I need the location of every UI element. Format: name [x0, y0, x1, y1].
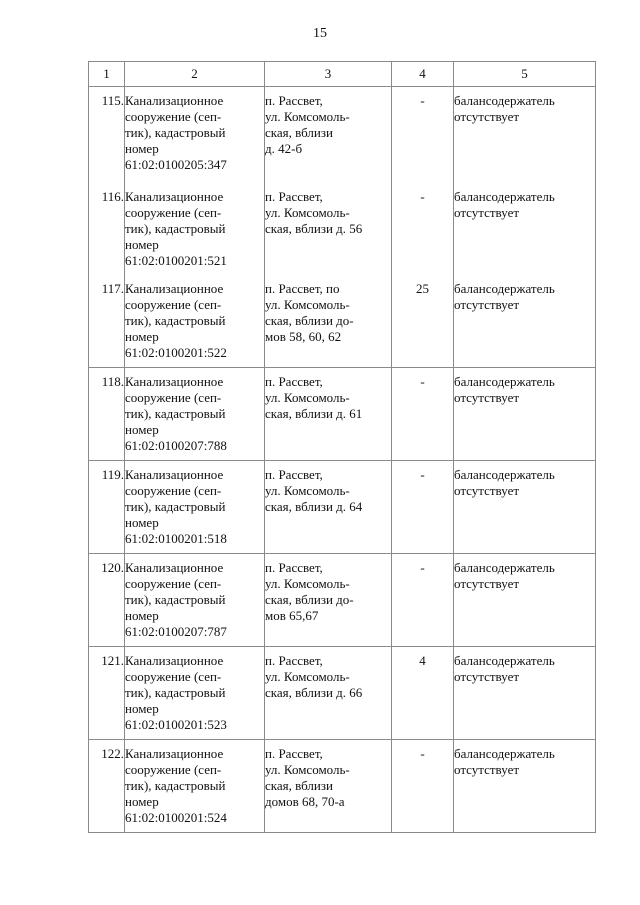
- object-name-line: 61:02:0100201:523: [125, 717, 227, 732]
- balance-holder-line: отсутствует: [454, 576, 520, 591]
- object-name-line: Канализационное: [125, 374, 224, 389]
- header-row: [89, 62, 596, 87]
- object-address-line: д. 42-б: [265, 141, 303, 156]
- object-name-line: номер: [125, 237, 159, 252]
- object-name-line: 61:02:0100207:787: [125, 624, 227, 639]
- object-address: [265, 647, 392, 740]
- object-quantity: -: [392, 368, 454, 461]
- object-address-line: ская, вблизи д. 61: [265, 406, 363, 421]
- object-name-line: 61:02:0100201:522: [125, 345, 227, 360]
- object-address: [265, 87, 392, 184]
- balance-holder-line: отсутствует: [454, 483, 520, 498]
- object-name: [125, 368, 265, 461]
- object-quantity: -: [392, 740, 454, 833]
- object-name-line: сооружение (сеп-: [125, 390, 222, 405]
- balance-holder-line: балансодержатель: [454, 467, 555, 482]
- object-name: [125, 183, 265, 275]
- object-address: [265, 554, 392, 647]
- header-col-3: 3: [265, 62, 392, 87]
- object-address-line: п. Рассвет,: [265, 189, 323, 204]
- object-quantity: -: [392, 554, 454, 647]
- object-address-line: ул. Комсомоль-: [265, 297, 350, 312]
- registry-table: [88, 61, 596, 833]
- object-name-line: тик), кадастровый: [125, 499, 226, 514]
- balance-holder-line: отсутствует: [454, 297, 520, 312]
- balance-holder: [454, 275, 596, 368]
- row-number: 118.: [89, 368, 125, 461]
- object-address-line: ская, вблизи: [265, 778, 333, 793]
- object-name-line: номер: [125, 701, 159, 716]
- object-name-line: тик), кадастровый: [125, 221, 226, 236]
- balance-holder-line: балансодержатель: [454, 560, 555, 575]
- object-address-line: п. Рассвет,: [265, 374, 323, 389]
- balance-holder-line: отсутствует: [454, 669, 520, 684]
- object-address: [265, 275, 392, 368]
- object-address: [265, 461, 392, 554]
- object-name: [125, 554, 265, 647]
- object-address-line: ул. Комсомоль-: [265, 109, 350, 124]
- object-name-line: 61:02:0100205:347: [125, 157, 227, 172]
- object-name-line: сооружение (сеп-: [125, 669, 222, 684]
- row-number: 120.: [89, 554, 125, 647]
- balance-holder-line: отсутствует: [454, 109, 520, 124]
- balance-holder: [454, 87, 596, 184]
- object-address-line: ская, вблизи до-: [265, 313, 354, 328]
- row-number: 122.: [89, 740, 125, 833]
- balance-holder-line: балансодержатель: [454, 374, 555, 389]
- object-name-line: 61:02:0100201:521: [125, 253, 227, 268]
- object-address-line: ул. Комсомоль-: [265, 205, 350, 220]
- object-name-line: тик), кадастровый: [125, 406, 226, 421]
- balance-holder-line: отсутствует: [454, 762, 520, 777]
- object-name-line: номер: [125, 515, 159, 530]
- row-number: 119.: [89, 461, 125, 554]
- object-name-line: Канализационное: [125, 746, 224, 761]
- object-name-line: номер: [125, 794, 159, 809]
- page-number: 15: [313, 26, 327, 41]
- object-address-line: ул. Комсомоль-: [265, 576, 350, 591]
- object-name-line: Канализационное: [125, 467, 224, 482]
- table-row: [89, 740, 596, 833]
- table-row: [89, 183, 596, 275]
- balance-holder: [454, 183, 596, 275]
- balance-holder-line: балансодержатель: [454, 93, 555, 108]
- header-col-5: 5: [454, 62, 596, 87]
- object-address-line: п. Рассвет, по: [265, 281, 340, 296]
- object-name-line: тик), кадастровый: [125, 313, 226, 328]
- object-address-line: п. Рассвет,: [265, 746, 323, 761]
- header-col-1: 1: [89, 62, 125, 87]
- object-name-line: Канализационное: [125, 560, 224, 575]
- object-address-line: домов 68, 70-а: [265, 794, 345, 809]
- object-name-line: тик), кадастровый: [125, 125, 226, 140]
- object-address-line: п. Рассвет,: [265, 653, 323, 668]
- object-name: [125, 87, 265, 184]
- object-quantity: -: [392, 87, 454, 184]
- object-quantity: 25: [392, 275, 454, 368]
- balance-holder: [454, 740, 596, 833]
- object-address-line: мов 58, 60, 62: [265, 329, 342, 344]
- table-row: [89, 368, 596, 461]
- object-address-line: ул. Комсомоль-: [265, 483, 350, 498]
- object-name: [125, 740, 265, 833]
- object-name-line: Канализационное: [125, 93, 224, 108]
- balance-holder-line: балансодержатель: [454, 653, 555, 668]
- object-name-line: сооружение (сеп-: [125, 762, 222, 777]
- object-name-line: тик), кадастровый: [125, 685, 226, 700]
- balance-holder-line: отсутствует: [454, 205, 520, 220]
- table-row: [89, 87, 596, 184]
- object-address-line: п. Рассвет,: [265, 560, 323, 575]
- object-name-line: номер: [125, 422, 159, 437]
- row-number: 115.: [89, 87, 125, 184]
- object-quantity: -: [392, 183, 454, 275]
- table-row: [89, 647, 596, 740]
- object-address-line: ская, вблизи д. 64: [265, 499, 363, 514]
- balance-holder: [454, 368, 596, 461]
- table-row: [89, 275, 596, 368]
- balance-holder: [454, 554, 596, 647]
- object-name-line: сооружение (сеп-: [125, 483, 222, 498]
- object-address-line: ул. Комсомоль-: [265, 669, 350, 684]
- object-address-line: ская, вблизи д. 66: [265, 685, 363, 700]
- object-name: [125, 275, 265, 368]
- row-number: 116.: [89, 183, 125, 275]
- balance-holder: [454, 647, 596, 740]
- object-name-line: Канализационное: [125, 653, 224, 668]
- object-name-line: сооружение (сеп-: [125, 576, 222, 591]
- object-name-line: 61:02:0100207:788: [125, 438, 227, 453]
- object-name-line: номер: [125, 329, 159, 344]
- object-name-line: сооружение (сеп-: [125, 205, 222, 220]
- object-address-line: ская, вблизи: [265, 125, 333, 140]
- balance-holder-line: балансодержатель: [454, 746, 555, 761]
- object-name: [125, 647, 265, 740]
- object-address-line: мов 65,67: [265, 608, 319, 623]
- object-address-line: ская, вблизи д. 56: [265, 221, 363, 236]
- object-address-line: п. Рассвет,: [265, 467, 323, 482]
- object-address: [265, 183, 392, 275]
- object-name-line: сооружение (сеп-: [125, 109, 222, 124]
- object-address-line: ская, вблизи до-: [265, 592, 354, 607]
- balance-holder-line: балансодержатель: [454, 189, 555, 204]
- object-address-line: ул. Комсомоль-: [265, 762, 350, 777]
- balance-holder-line: отсутствует: [454, 390, 520, 405]
- object-address: [265, 740, 392, 833]
- header-col-2: 2: [125, 62, 265, 87]
- object-name-line: номер: [125, 608, 159, 623]
- object-name-line: номер: [125, 141, 159, 156]
- table-row: [89, 461, 596, 554]
- balance-holder: [454, 461, 596, 554]
- object-quantity: -: [392, 461, 454, 554]
- object-name-line: тик), кадастровый: [125, 592, 226, 607]
- row-number: 121.: [89, 647, 125, 740]
- balance-holder-line: балансодержатель: [454, 281, 555, 296]
- registry-body: [89, 87, 596, 833]
- row-number: 117.: [89, 275, 125, 368]
- object-name-line: Канализационное: [125, 281, 224, 296]
- header-col-4: 4: [392, 62, 454, 87]
- object-name-line: 61:02:0100201:524: [125, 810, 227, 825]
- object-quantity: 4: [392, 647, 454, 740]
- object-name-line: 61:02:0100201:518: [125, 531, 227, 546]
- object-name-line: тик), кадастровый: [125, 778, 226, 793]
- object-address-line: п. Рассвет,: [265, 93, 323, 108]
- object-name-line: сооружение (сеп-: [125, 297, 222, 312]
- table-row: [89, 554, 596, 647]
- object-address: [265, 368, 392, 461]
- object-name-line: Канализационное: [125, 189, 224, 204]
- object-name: [125, 461, 265, 554]
- object-address-line: ул. Комсомоль-: [265, 390, 350, 405]
